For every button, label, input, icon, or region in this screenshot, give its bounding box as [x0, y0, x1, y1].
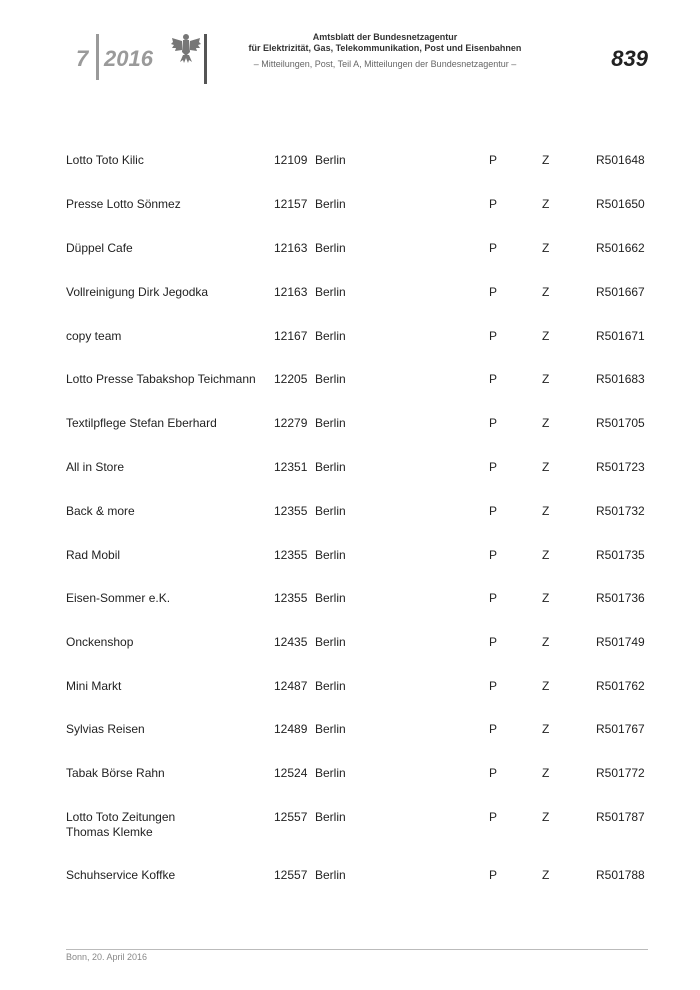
- page-number: 839: [611, 46, 648, 71]
- entry-flag-z: Z: [542, 329, 550, 343]
- issue-number: 7: [76, 46, 89, 71]
- entry-registration-number: R501732: [596, 504, 645, 518]
- entry-flag-p: P: [489, 591, 498, 605]
- entry-name: [66, 810, 266, 840]
- gazette-section: – Mitteilungen, Post, Teil A, Mitteilungen der Bundesnetzagentur –: [253, 59, 517, 69]
- entry-registration-number: R501671: [596, 329, 645, 343]
- gazette-title-subline: für Elektrizität, Gas, Telekommunikation, Post und Eisenbahnen: [248, 43, 522, 53]
- entry-flag-p: P: [489, 766, 498, 780]
- entry-name: Lotto Presse Tabakshop Teichmann: [66, 372, 256, 386]
- entry-flag-z: Z: [542, 591, 550, 605]
- entry-city: Berlin: [315, 722, 346, 736]
- entry-postcode: 12355: [274, 504, 308, 518]
- entry-flag-p: P: [489, 548, 498, 562]
- entry-postcode: 12279: [274, 416, 308, 430]
- entry-postcode: 12435: [274, 635, 308, 649]
- entry-city: Berlin: [315, 285, 346, 299]
- entry-flag-p: P: [489, 197, 498, 211]
- entry-name: Textilpflege Stefan Eberhard: [66, 416, 217, 430]
- entry-city: Berlin: [315, 372, 346, 386]
- entry-flag-p: P: [489, 416, 498, 430]
- entry-registration-number: R501772: [596, 766, 645, 780]
- entry-postcode: 12167: [274, 329, 308, 343]
- entry-flag-p: P: [489, 329, 498, 343]
- entry-registration-number: R501723: [596, 460, 645, 474]
- entry-flag-z: Z: [542, 810, 550, 824]
- entry-flag-z: Z: [542, 197, 550, 211]
- entry-city: Berlin: [315, 868, 346, 882]
- entry-name: Mini Markt: [66, 679, 122, 693]
- entry-flag-p: P: [489, 810, 498, 824]
- entry-flag-p: P: [489, 679, 498, 693]
- entry-flag-p: P: [489, 722, 498, 736]
- entry-postcode: 12557: [274, 810, 308, 824]
- entry-postcode: 12355: [274, 591, 308, 605]
- entry-city: Berlin: [315, 679, 346, 693]
- entry-city: Berlin: [315, 460, 346, 474]
- entry-registration-number: R501749: [596, 635, 645, 649]
- entry-name: Schuhservice Koffke: [66, 868, 176, 882]
- entry-registration-number: R501648: [596, 153, 645, 167]
- entry-flag-z: Z: [542, 548, 550, 562]
- entry-flag-z: Z: [542, 868, 550, 882]
- entry-postcode: 12205: [274, 372, 308, 386]
- entry-name: Sylvias Reisen: [66, 722, 145, 736]
- entry-registration-number: R501736: [596, 591, 645, 605]
- entry-flag-p: P: [489, 635, 498, 649]
- entry-city: Berlin: [315, 504, 346, 518]
- entry-flag-z: Z: [542, 679, 550, 693]
- entry-name: Lotto Toto Kilic: [66, 153, 144, 167]
- federal-eagle-icon: [170, 32, 202, 66]
- entry-flag-z: Z: [542, 372, 550, 386]
- entry-city: Berlin: [315, 416, 346, 430]
- entry-postcode: 12163: [274, 285, 308, 299]
- entry-flag-z: Z: [542, 504, 550, 518]
- entry-postcode: 12109: [274, 153, 308, 167]
- entry-name-line1: Lotto Toto Zeitungen: [66, 810, 176, 824]
- entry-postcode: 12163: [274, 241, 308, 255]
- entry-name: Onckenshop: [66, 635, 134, 649]
- entry-flag-p: P: [489, 460, 498, 474]
- entry-registration-number: R501787: [596, 810, 645, 824]
- entry-city: Berlin: [315, 591, 346, 605]
- entry-postcode: 12524: [274, 766, 308, 780]
- entry-postcode: 12157: [274, 197, 308, 211]
- entry-flag-p: P: [489, 504, 498, 518]
- entry-registration-number: R501683: [596, 372, 645, 386]
- entry-flag-p: P: [489, 241, 498, 255]
- footer-divider: [66, 949, 648, 950]
- entry-name: Tabak Börse Rahn: [66, 766, 165, 780]
- page-header: [0, 0, 700, 100]
- entry-name: Düppel Cafe: [66, 241, 133, 255]
- footer-place-date: Bonn, 20. April 2016: [66, 952, 148, 962]
- entry-flag-z: Z: [542, 766, 550, 780]
- entry-registration-number: R501650: [596, 197, 645, 211]
- entry-registration-number: R501735: [596, 548, 645, 562]
- issue-year: 2016: [104, 46, 153, 71]
- entry-name: Eisen-Sommer e.K.: [66, 591, 171, 605]
- entry-flag-z: Z: [542, 722, 550, 736]
- entry-name-line2: Thomas Klemke: [66, 825, 153, 839]
- entry-name: Vollreinigung Dirk Jegodka: [66, 285, 209, 299]
- entry-postcode: 12351: [274, 460, 308, 474]
- gazette-title: Amtsblatt der Bundesnetzagentur: [312, 32, 458, 42]
- entry-flag-p: P: [489, 868, 498, 882]
- entry-flag-z: Z: [542, 416, 550, 430]
- entry-registration-number: R501762: [596, 679, 645, 693]
- entry-name: Back & more: [66, 504, 135, 518]
- entry-flag-z: Z: [542, 285, 550, 299]
- entry-city: Berlin: [315, 329, 346, 343]
- entry-flag-z: Z: [542, 460, 550, 474]
- entry-city: Berlin: [315, 635, 346, 649]
- entry-city: Berlin: [315, 548, 346, 562]
- issue-divider: [96, 34, 99, 80]
- entry-flag-z: Z: [542, 241, 550, 255]
- entry-flag-p: P: [489, 372, 498, 386]
- entry-city: Berlin: [315, 766, 346, 780]
- entry-registration-number: R501767: [596, 722, 645, 736]
- entry-city: Berlin: [315, 810, 346, 824]
- entry-registration-number: R501705: [596, 416, 645, 430]
- entry-postcode: 12489: [274, 722, 308, 736]
- entry-name: copy team: [66, 329, 122, 343]
- entry-registration-number: R501662: [596, 241, 645, 255]
- entry-name: All in Store: [66, 460, 125, 474]
- entry-city: Berlin: [315, 153, 346, 167]
- entry-postcode: 12355: [274, 548, 308, 562]
- entry-name: Rad Mobil: [66, 548, 121, 562]
- emblem-bar: [204, 34, 207, 84]
- entry-name: Presse Lotto Sönmez: [66, 197, 181, 211]
- entry-flag-p: P: [489, 285, 498, 299]
- entry-registration-number: R501788: [596, 868, 645, 882]
- entry-flag-z: Z: [542, 153, 550, 167]
- entry-registration-number: R501667: [596, 285, 645, 299]
- entry-flag-z: Z: [542, 635, 550, 649]
- entry-flag-p: P: [489, 153, 498, 167]
- entry-postcode: 12487: [274, 679, 308, 693]
- entry-postcode: 12557: [274, 868, 308, 882]
- entry-city: Berlin: [315, 197, 346, 211]
- entry-city: Berlin: [315, 241, 346, 255]
